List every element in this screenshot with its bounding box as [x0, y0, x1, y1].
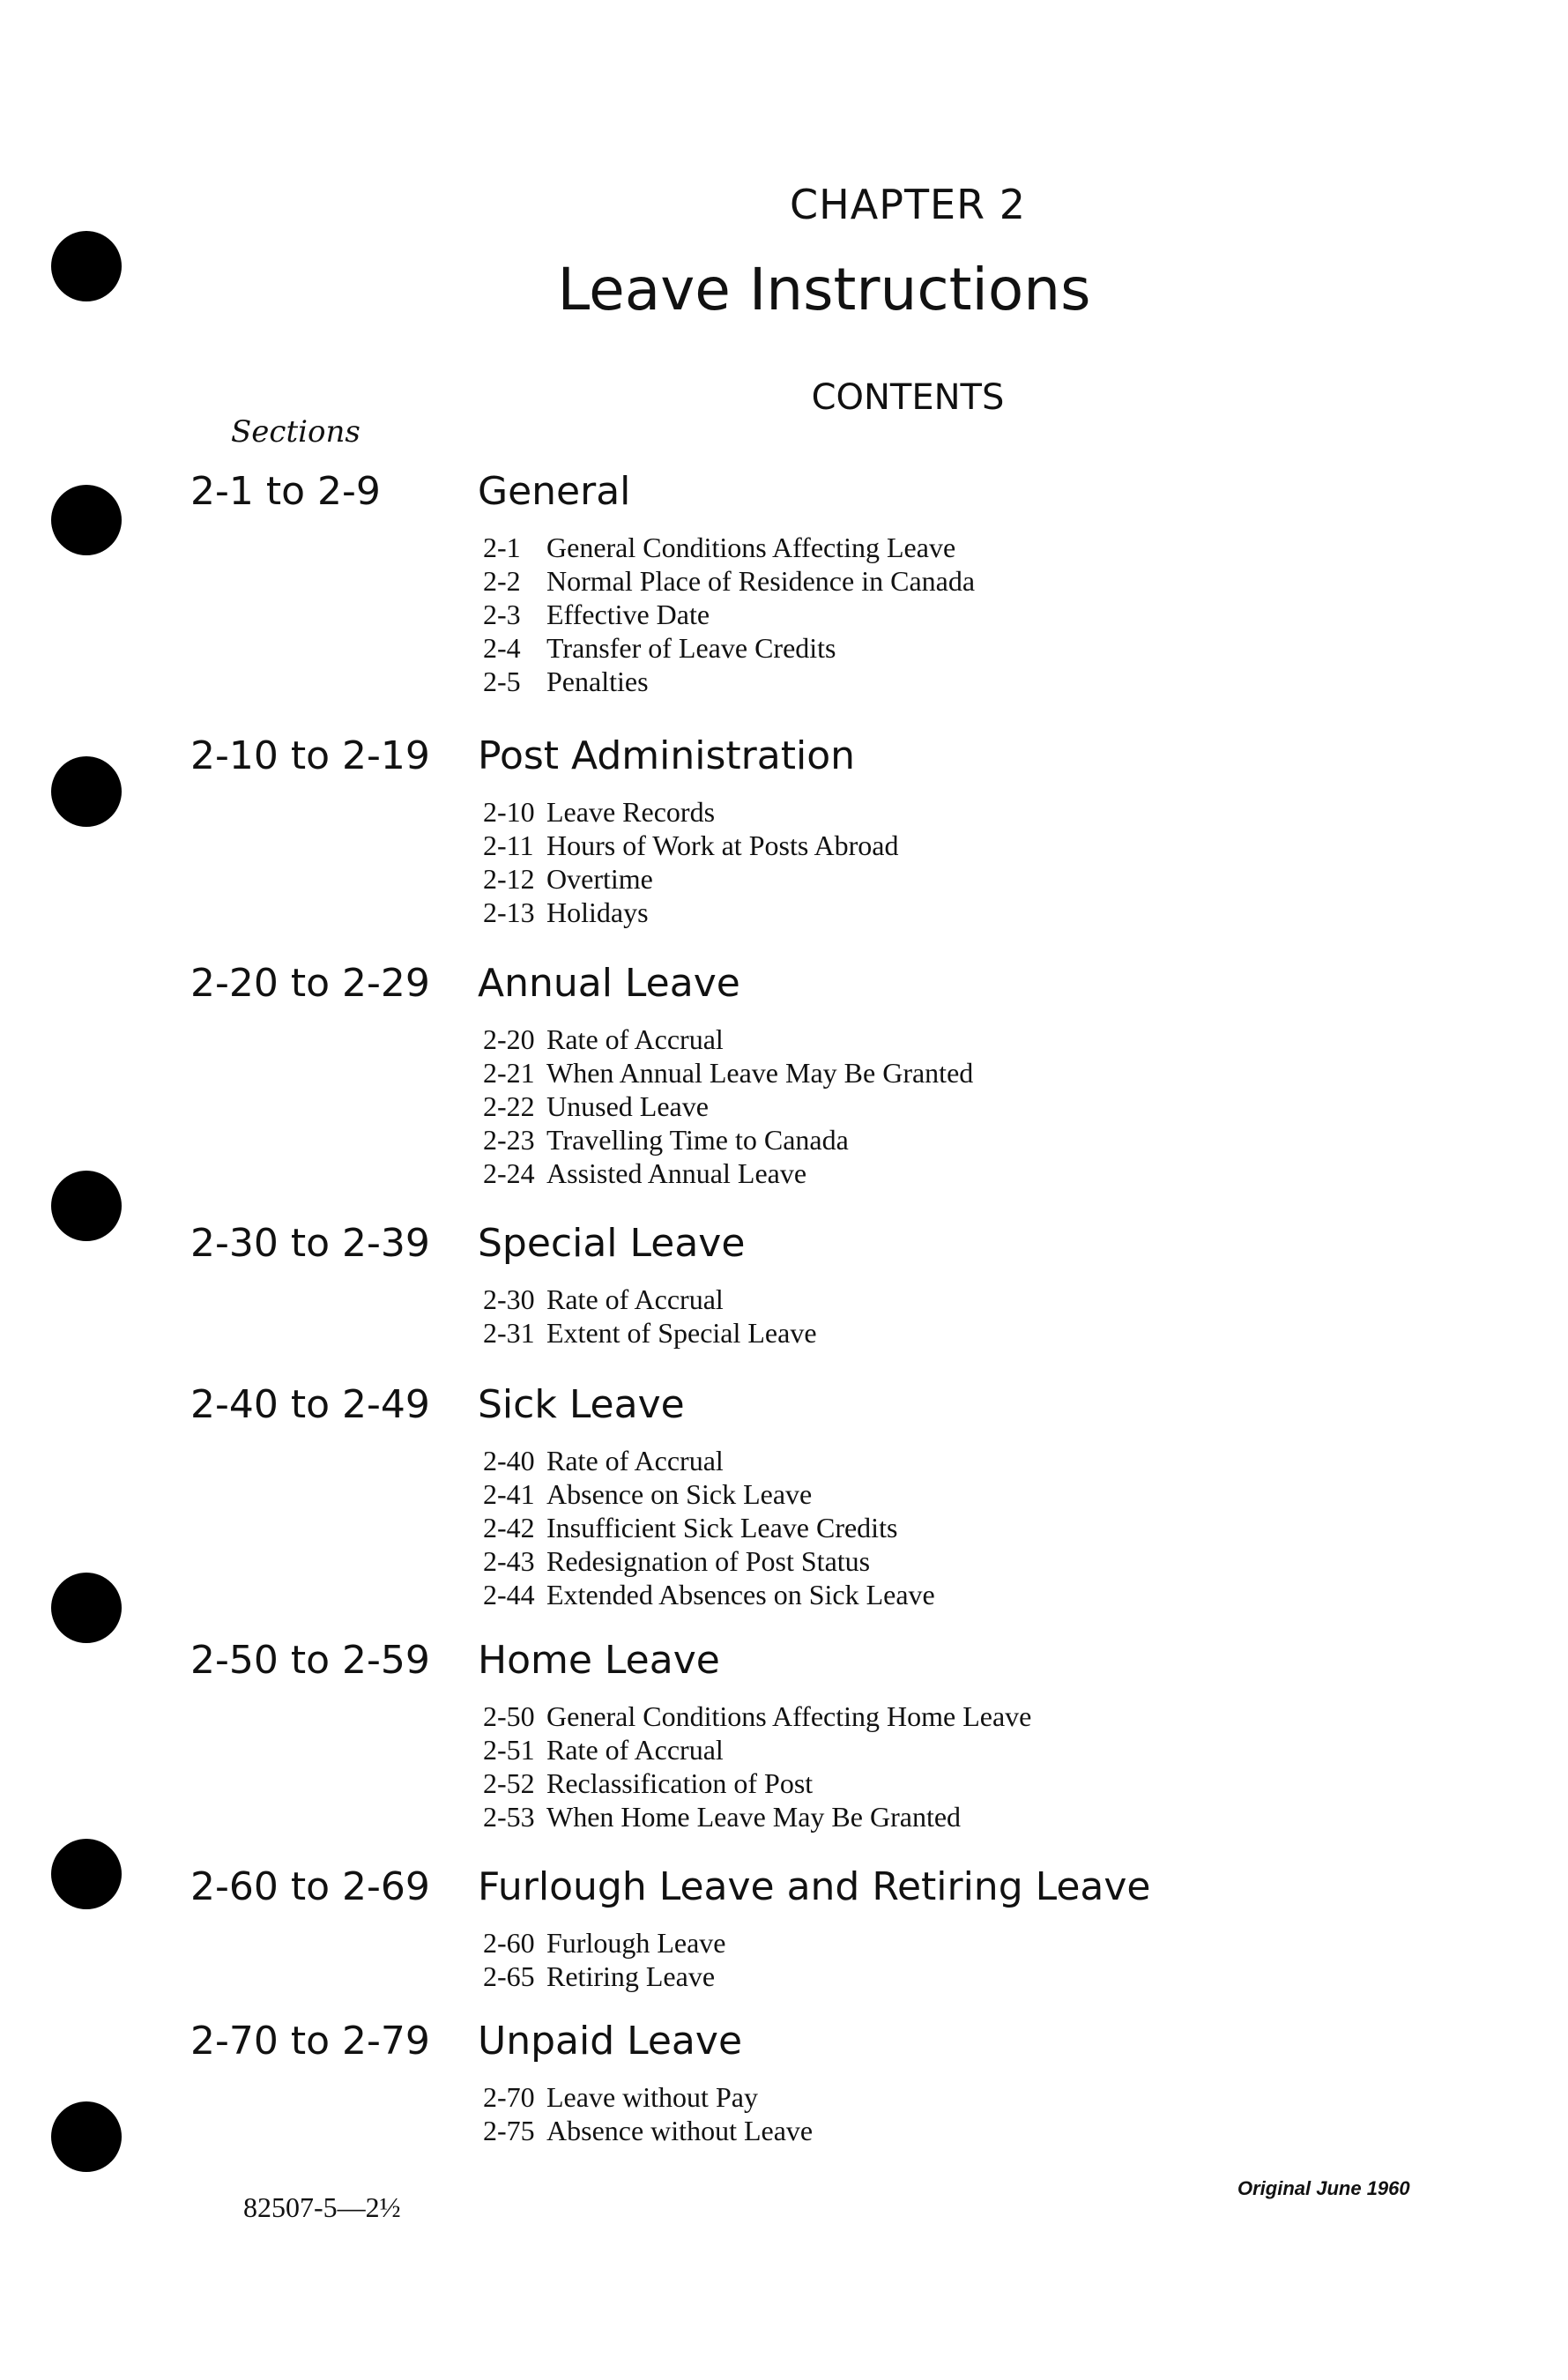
- item-title: Reclassification of Post: [546, 1767, 814, 1799]
- punch-hole: [51, 1839, 122, 1909]
- item-list: [483, 795, 898, 929]
- group-heading: Sick Leave: [478, 1382, 685, 1427]
- list-item: [483, 1123, 973, 1157]
- list-item: [483, 1544, 935, 1578]
- section-range: 2-60 to 2-69: [190, 1864, 430, 1909]
- group-heading: Furlough Leave and Retiring Leave: [478, 1864, 1151, 1909]
- item-number: 2-40: [483, 1445, 535, 1476]
- item-number: 2-13: [483, 896, 535, 928]
- list-item: [483, 1283, 817, 1316]
- chapter-label: CHAPTER 2: [790, 181, 1026, 228]
- section-range: 2-1 to 2-9: [190, 469, 381, 514]
- list-item: [483, 1699, 1031, 1733]
- section-range: 2-40 to 2-49: [190, 1382, 430, 1427]
- item-number: 2-44: [483, 1579, 535, 1610]
- item-number: 2-22: [483, 1090, 535, 1122]
- group-heading: General: [478, 469, 631, 514]
- item-title: Absence without Leave: [546, 2115, 814, 2146]
- item-number: 2-21: [483, 1057, 535, 1089]
- item-title: Rate of Accrual: [546, 1023, 724, 1055]
- footer-date: Original June 1960: [1237, 2177, 1410, 2199]
- list-item: [483, 1444, 935, 1477]
- item-number: 2-65: [483, 1960, 535, 1992]
- item-number: 2-3: [483, 599, 521, 630]
- item-number: 2-5: [483, 666, 521, 697]
- item-title: Assisted Annual Leave: [546, 1157, 807, 1189]
- group-heading: Home Leave: [478, 1638, 720, 1683]
- item-title: Leave without Pay: [546, 2081, 758, 2113]
- item-title: When Annual Leave May Be Granted: [546, 1057, 974, 1089]
- item-title: Rate of Accrual: [546, 1734, 724, 1766]
- item-number: 2-31: [483, 1317, 535, 1349]
- item-number: 2-41: [483, 1478, 535, 1510]
- list-item: [483, 1023, 973, 1056]
- item-title: Insufficient Sick Leave Credits: [546, 1512, 898, 1543]
- item-number: 2-42: [483, 1512, 535, 1543]
- list-item: [483, 665, 975, 698]
- item-title: When Home Leave May Be Granted: [546, 1801, 962, 1833]
- chapter-title: Leave Instructions: [557, 256, 1091, 324]
- list-item: [483, 598, 975, 631]
- item-title: Rate of Accrual: [546, 1445, 724, 1476]
- list-item: [483, 531, 975, 564]
- item-title: Redesignation of Post Status: [546, 1545, 871, 1577]
- list-item: [483, 1090, 973, 1123]
- item-number: 2-20: [483, 1023, 535, 1055]
- group-heading: Unpaid Leave: [478, 2019, 743, 2064]
- item-title: Normal Place of Residence in Canada: [546, 565, 976, 597]
- list-item: [483, 564, 975, 598]
- item-title: General Conditions Affecting Home Leave: [546, 1700, 1032, 1732]
- item-list: [483, 1444, 935, 1611]
- item-number: 2-60: [483, 1927, 535, 1959]
- item-number: 2-12: [483, 863, 535, 895]
- item-list: [483, 1926, 726, 1993]
- item-list: [483, 531, 975, 698]
- list-item: [483, 1800, 1031, 1833]
- item-number: 2-51: [483, 1734, 535, 1766]
- punch-hole: [51, 231, 122, 301]
- item-number: 2-30: [483, 1283, 535, 1315]
- list-item: [483, 1960, 726, 1993]
- list-item: [483, 1477, 935, 1511]
- list-item: [483, 1056, 973, 1090]
- item-title: Travelling Time to Canada: [546, 1124, 849, 1156]
- item-list: [483, 1023, 973, 1190]
- item-number: 2-4: [483, 632, 521, 664]
- item-title: Unused Leave: [546, 1090, 709, 1122]
- item-title: Overtime: [546, 863, 653, 895]
- item-number: 2-50: [483, 1700, 535, 1732]
- item-number: 2-24: [483, 1157, 535, 1189]
- section-range: 2-50 to 2-59: [190, 1638, 430, 1683]
- item-number: 2-10: [483, 796, 535, 828]
- list-item: [483, 2080, 813, 2114]
- punch-hole: [51, 1573, 122, 1643]
- section-range: 2-10 to 2-19: [190, 733, 430, 778]
- item-number: 2-23: [483, 1124, 535, 1156]
- group-heading: Post Administration: [478, 733, 856, 778]
- item-number: 2-2: [483, 565, 521, 597]
- item-title: Absence on Sick Leave: [546, 1478, 813, 1510]
- item-number: 2-1: [483, 532, 521, 563]
- punch-hole: [51, 2101, 122, 2172]
- item-list: [483, 2080, 813, 2147]
- sections-label: Sections: [231, 414, 360, 450]
- list-item: [483, 829, 898, 862]
- item-number: 2-75: [483, 2115, 535, 2146]
- punch-hole: [51, 756, 122, 827]
- section-range: 2-30 to 2-39: [190, 1221, 430, 1266]
- list-item: [483, 1733, 1031, 1766]
- item-number: 2-43: [483, 1545, 535, 1577]
- list-item: [483, 1316, 817, 1350]
- list-item: [483, 1926, 726, 1960]
- item-list: [483, 1699, 1031, 1833]
- punch-hole: [51, 485, 122, 555]
- list-item: [483, 1766, 1031, 1800]
- item-title: Holidays: [546, 896, 649, 928]
- item-list: [483, 1283, 817, 1350]
- item-title: Leave Records: [546, 796, 716, 828]
- item-title: Furlough Leave: [546, 1927, 726, 1959]
- list-item: [483, 631, 975, 665]
- group-heading: Special Leave: [478, 1221, 746, 1266]
- section-range: 2-70 to 2-79: [190, 2019, 430, 2064]
- item-title: Retiring Leave: [546, 1960, 716, 1992]
- list-item: [483, 1511, 935, 1544]
- list-item: [483, 1157, 973, 1190]
- item-title: Penalties: [546, 666, 649, 697]
- list-item: [483, 896, 898, 929]
- item-title: Hours of Work at Posts Abroad: [546, 829, 899, 861]
- item-number: 2-11: [483, 829, 534, 861]
- item-title: Rate of Accrual: [546, 1283, 724, 1315]
- list-item: [483, 2114, 813, 2147]
- item-title: General Conditions Affecting Leave: [546, 532, 956, 563]
- punch-hole: [51, 1171, 122, 1241]
- contents-label: CONTENTS: [811, 377, 1005, 418]
- item-number: 2-52: [483, 1767, 535, 1799]
- item-number: 2-53: [483, 1801, 535, 1833]
- list-item: [483, 1578, 935, 1611]
- section-range: 2-20 to 2-29: [190, 961, 430, 1006]
- item-title: Effective Date: [546, 599, 710, 630]
- item-title: Transfer of Leave Credits: [546, 632, 836, 664]
- list-item: [483, 795, 898, 829]
- list-item: [483, 862, 898, 896]
- group-heading: Annual Leave: [478, 961, 740, 1006]
- item-number: 2-70: [483, 2081, 535, 2113]
- footer-code: 82507-5—2½: [243, 2191, 401, 2223]
- item-title: Extent of Special Leave: [546, 1317, 817, 1349]
- item-title: Extended Absences on Sick Leave: [546, 1579, 935, 1610]
